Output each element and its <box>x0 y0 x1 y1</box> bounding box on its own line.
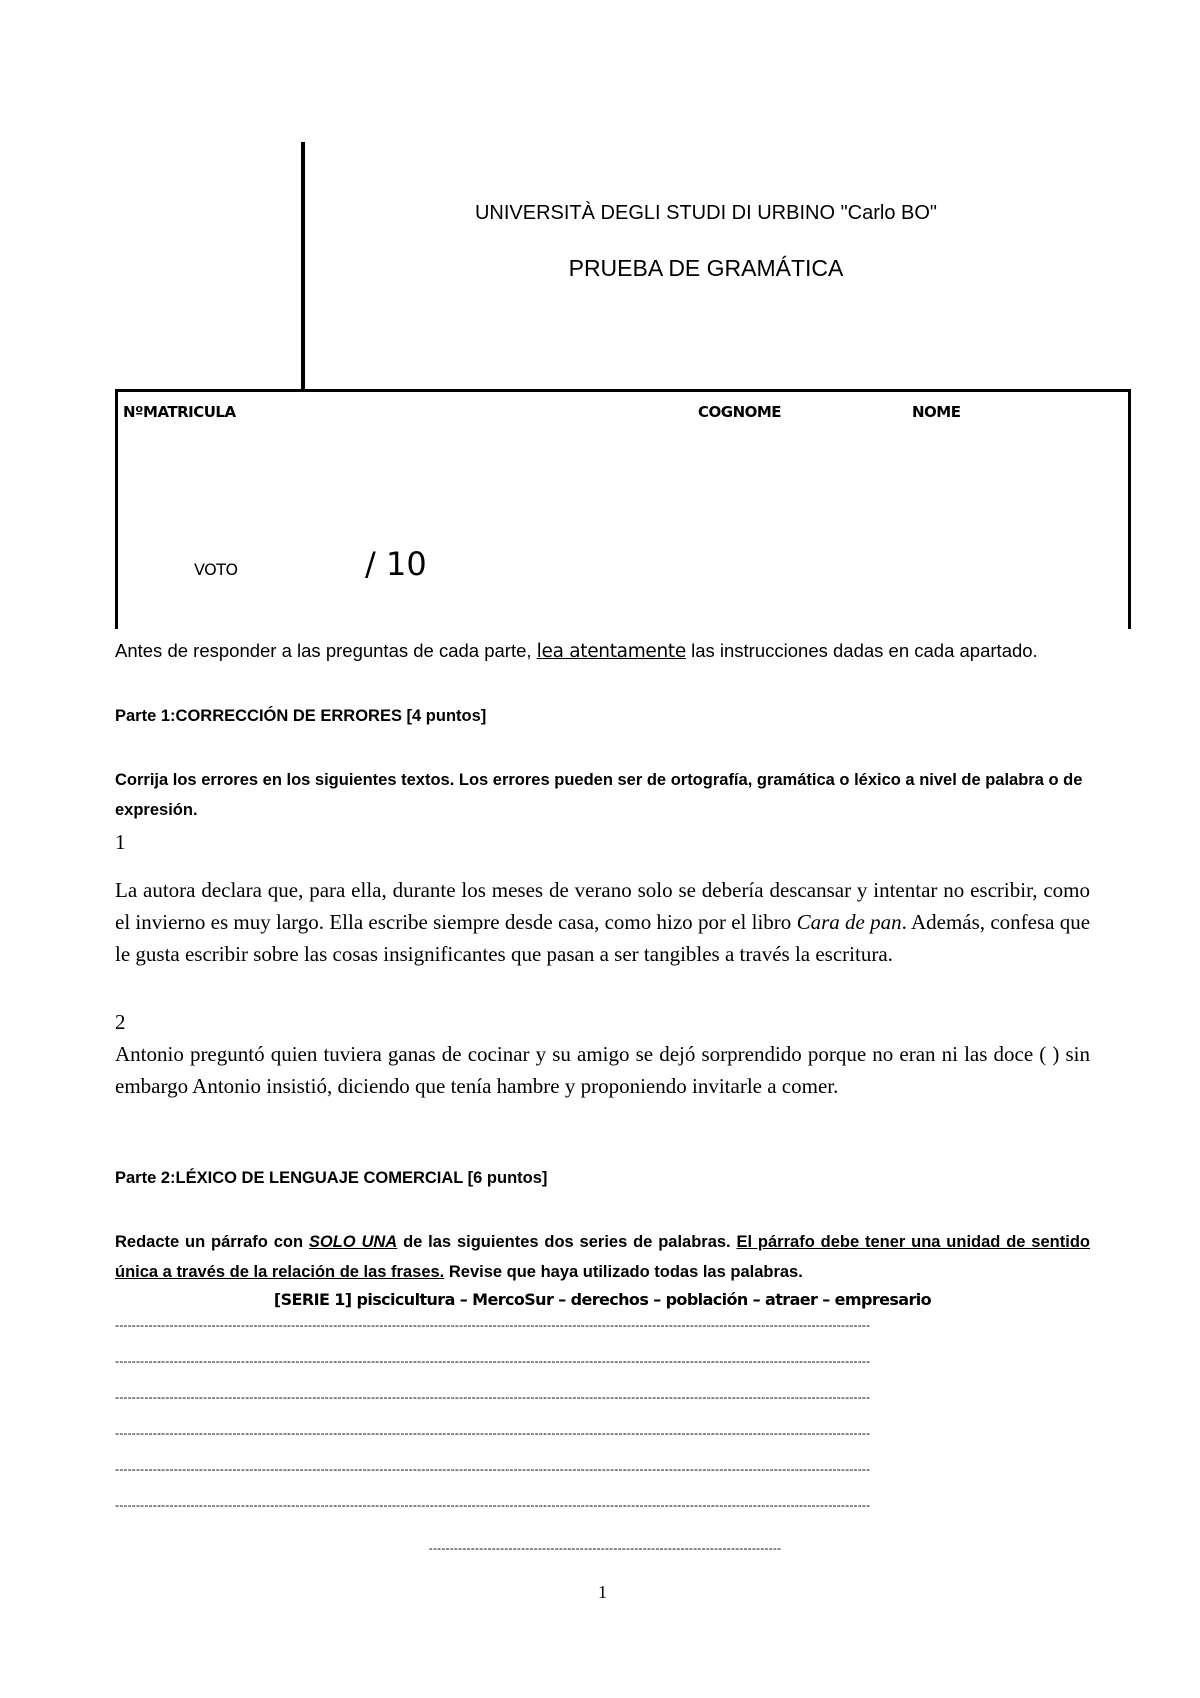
part2-task-a: Redacte un párrafo con <box>115 1233 304 1251</box>
instructions <box>115 640 1090 662</box>
answer-line-5[interactable]: ------------------------------------------------------------------------------------------------------------------------------------------------------------------------------------ <box>115 1462 871 1476</box>
score-field[interactable]: / 10 <box>365 545 427 583</box>
answer-line-2[interactable]: ------------------------------------------------------------------------------------------------------------------------------------------------------------------------------------ <box>115 1354 871 1368</box>
part2-task-emphasis: SOLO UNA <box>308 1233 398 1251</box>
answer-line-1[interactable]: ------------------------------------------------------------------------------------------------------------------------------------------------------------------------------------ <box>115 1318 871 1332</box>
student-info-box <box>115 389 1131 629</box>
voto-label: VOTO <box>194 560 238 579</box>
matricula-label: NºMATRICULA <box>123 403 236 421</box>
text1-book-title: Cara de pan <box>796 910 902 934</box>
university-name: UNIVERSITÀ DEGLI STUDI DI URBINO "Carlo BO" <box>474 202 938 224</box>
header-vertical-rule <box>301 142 305 391</box>
exam-title: PRUEBA DE GRAMÁTICA <box>568 255 844 281</box>
answer-line-6[interactable]: ------------------------------------------------------------------------------------------------------------------------------------------------------------------------------------ <box>115 1498 871 1512</box>
nome-label: NOME <box>912 403 961 421</box>
text2-number: 2 <box>115 1010 126 1034</box>
text2-paragraph: Antonio preguntó quien tuviera ganas de cocinar y su amigo se dejó sorprendido porque no eran ni las doce ( ) sin embargo Antonio insistió, diciendo que tenía hambre y proponiendo invitarle a comer. <box>115 1042 1090 1098</box>
page-number: 1 <box>598 1582 607 1602</box>
instructions-before: Antes de responder a las preguntas de cada parte, <box>115 640 532 661</box>
answer-line-3[interactable]: ------------------------------------------------------------------------------------------------------------------------------------------------------------------------------------ <box>115 1390 871 1404</box>
part1-title: Parte 1:CORRECCIÓN DE ERRORES [4 puntos] <box>115 707 487 725</box>
serie-1: [SERIE 1] piscicultura – MercoSur – derechos – población – atraer – empresario <box>273 1290 932 1309</box>
text1-part-b: . Además, confesa que le gusta escribir sobre las cosas insignificantes que pasan a ser tangibles a través la escritura. <box>115 910 1091 966</box>
answer-line-4[interactable]: ------------------------------------------------------------------------------------------------------------------------------------------------------------------------------------ <box>115 1426 871 1440</box>
part2-task-b: de las siguientes dos series de palabras. <box>403 1233 731 1251</box>
answer-line-short[interactable]: ------------------------------------------------------------------------------------ <box>428 1541 782 1555</box>
text1-paragraph <box>115 874 1090 970</box>
part2-task-underlined: El párrafo debe tener una unidad de sentido única a través de la relación de las frases. <box>115 1233 1090 1281</box>
part2-task <box>115 1227 1090 1287</box>
text1-number: 1 <box>115 830 126 854</box>
instructions-underlined: lea atentamente <box>536 641 686 662</box>
part2-task-c: Revise que haya utilizado todas las palabras. <box>448 1263 803 1281</box>
instructions-after: las instrucciones dadas en cada apartado. <box>691 640 1038 661</box>
part2-title: Parte 2:LÉXICO DE LENGUAJE COMERCIAL [6 puntos] <box>115 1169 548 1187</box>
part1-task: Corrija los errores en los siguientes textos. Los errores pueden ser de ortografía, gramática o léxico a nivel de palabra o de expresión. <box>115 771 1083 819</box>
text1-part-a: La autora declara que, para ella, durante los meses de verano solo se debería descansar y intentar no escribir, como el invierno es muy largo. Ella escribe siempre desde casa, como hizo por el libro <box>115 878 1090 934</box>
cognome-label: COGNOME <box>698 403 782 421</box>
